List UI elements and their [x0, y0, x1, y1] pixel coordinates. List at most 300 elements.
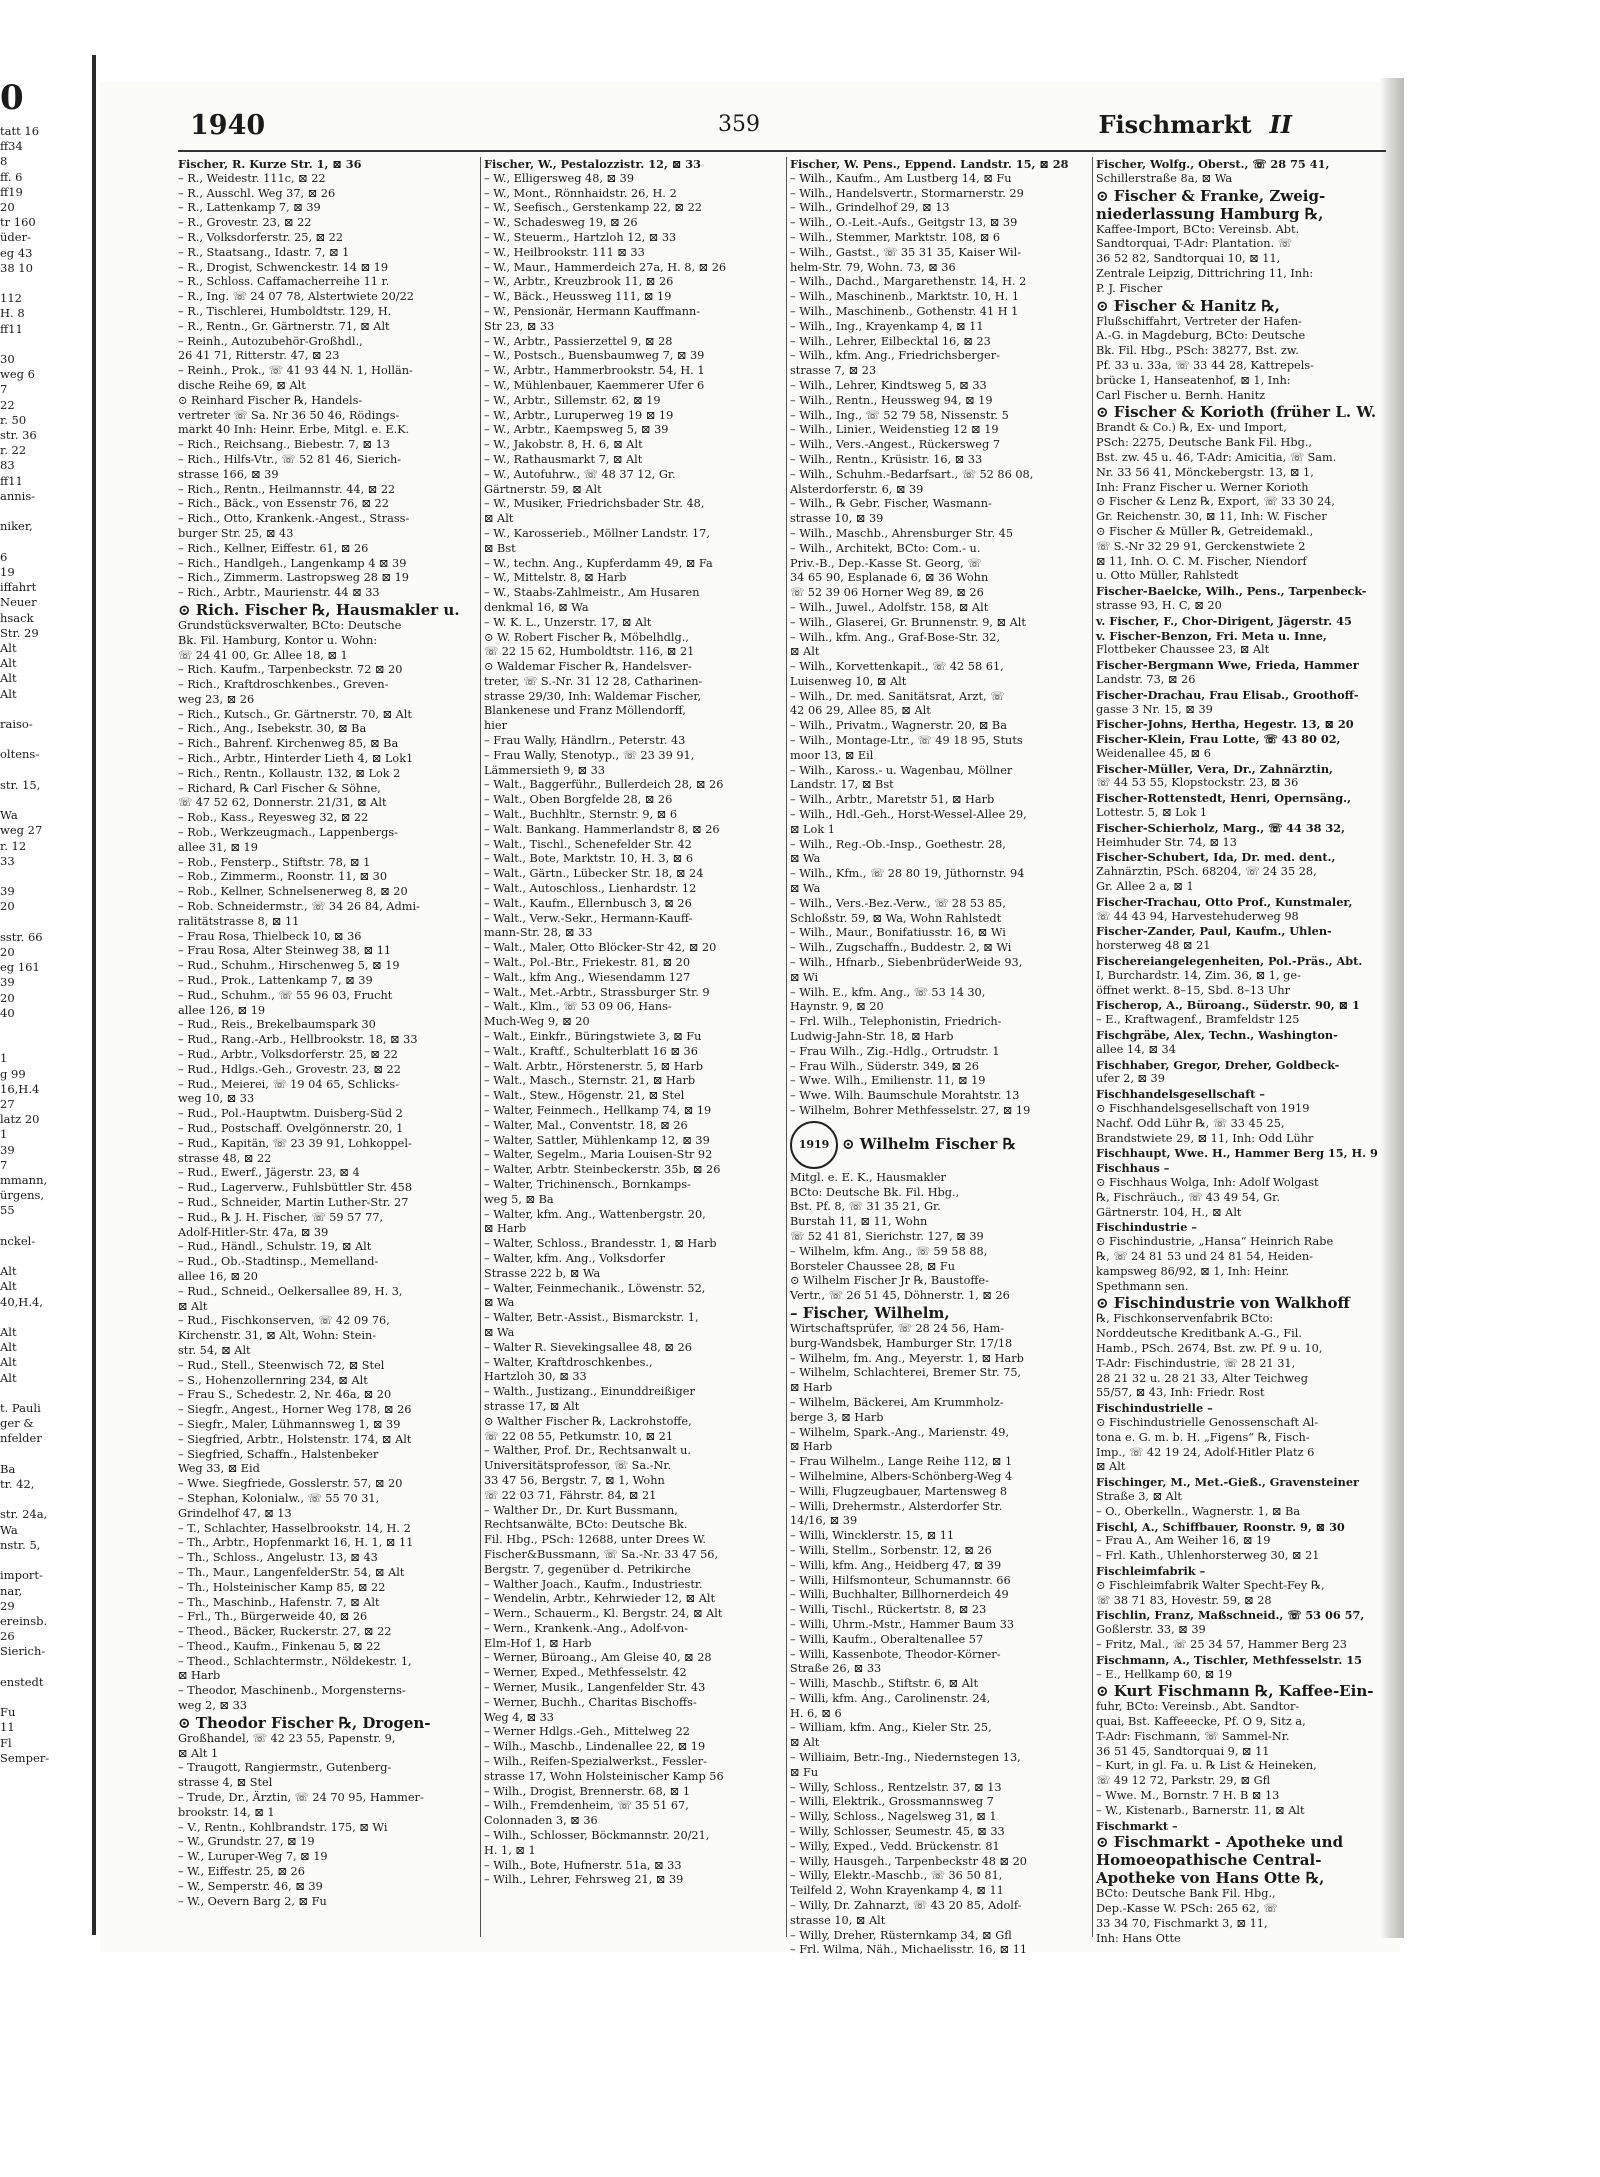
directory-entry-line: – Wilh., Lehrer, Kindtsweg 5, ⊠ 33 [790, 378, 987, 392]
column-divider [786, 157, 787, 1937]
strip-line: 20 [0, 899, 15, 914]
directory-entry-line: ufer 2, ⊠ 39 [1096, 1072, 1165, 1086]
strip-line: 20 [0, 200, 15, 215]
directory-entry-line: – Walt., Stew., Högenstr. 21, ⊠ Stel [484, 1089, 685, 1103]
directory-entry-line: Much-Weg 9, ⊠ 20 [484, 1015, 590, 1029]
directory-entry-line: – S., Hohenzollernring 234, ⊠ Alt [178, 1373, 368, 1387]
strip-line: hsack [0, 610, 34, 625]
directory-entry-line: ⊠ Wa [484, 1325, 515, 1339]
strip-line: 26 [0, 1629, 15, 1644]
strip-line [0, 1310, 95, 1325]
strip-line: Alt [0, 1370, 17, 1385]
directory-entry-line: – Willy, Dreher, Rüsternkamp 34, ⊠ Gfl [790, 1928, 1012, 1942]
strip-line [0, 793, 95, 808]
directory-entry-line: 42 06 29, Allee 85, ⊠ Alt [790, 704, 931, 718]
directory-entry-line: 26 41 71, Ritterstr. 47, ⊠ 23 [178, 349, 340, 363]
directory-entry-line: ☏ S.-Nr 32 29 91, Gerckenstwiete 2 [1096, 539, 1306, 553]
directory-entry-line: Fischer-Drachau, Frau Elisab., Groothoff- [1096, 687, 1359, 702]
directory-entry-line: – Wilh., Handelsvertr., Stormarnerstr. 29 [790, 186, 1024, 200]
directory-entry-line: – Th., Schloss., Angelustr. 13, ⊠ 43 [178, 1551, 378, 1565]
directory-entry-line: Fischhaus – [1096, 1161, 1170, 1176]
directory-entry-line: – R., Grovestr. 23, ⊠ 22 [178, 216, 312, 230]
directory-entry-line: Fischer-Klein, Frau Lotte, ☏ 43 80 02, [1096, 732, 1341, 747]
directory-entry-line: – Wern., Krankenk.-Ang., Adolf-von- [484, 1621, 689, 1635]
directory-entry-line: ℞, Fischräuch., ☏ 43 49 54, Gr. [1096, 1190, 1280, 1204]
strip-line: enstedt [0, 1674, 44, 1689]
directory-entry-line: – Fischer, Wilhelm, [790, 1303, 950, 1322]
directory-entry-line: strasse 29/30, Inh: Waldemar Fischer, [484, 689, 702, 703]
directory-entry-line: Luisenweg 10, ⊠ Alt [790, 674, 907, 688]
directory-entry-line: – W., Postsch., Buensbaumweg 7, ⊠ 39 [484, 349, 705, 363]
strip-line: Fu [0, 1705, 16, 1720]
directory-entry-line: 36 51 45, Sandtorquai 9, ⊠ 11 [1096, 1744, 1270, 1758]
directory-entry-line: – Wilh., Linier., Weidenstieg 12 ⊠ 19 [790, 423, 999, 437]
directory-entry-line: – Walt. Arbtr., Hörstenerstr. 5, ⊠ Harb [484, 1059, 703, 1073]
strip-line: Str. 29 [0, 625, 39, 640]
directory-entry-line: – Walt., Maler, Otto Blöcker-Str 42, ⊠ 20 [484, 941, 717, 955]
directory-entry-line: Fischer-Trachau, Otto Prof., Kunstmaler, [1096, 894, 1353, 909]
directory-entry-line: Spethmann sen. [1096, 1279, 1189, 1293]
directory-entry-line: – Rud., Kapitän, ☏ 23 39 91, Lohkoppel- [178, 1136, 412, 1150]
directory-entry-line: – Rob., Werkzeugmach., Lappenbergs- [178, 826, 398, 840]
strip-line: Alt [0, 656, 17, 671]
directory-entry-line: ⊠ Alt [790, 645, 820, 659]
directory-entry-line: – W., Pensionär, Hermann Kauffmann- [484, 304, 701, 318]
directory-entry-line: ☏ 22 03 71, Fährstr. 84, ⊠ 21 [484, 1488, 657, 1502]
directory-entry-line: ⊠ 11, Inh. O. C. M. Fischer, Niendorf [1096, 554, 1307, 568]
directory-entry-line: – W., Elligersweg 48, ⊠ 39 [484, 171, 635, 185]
directory-entry-line: – Wilh., Gastst., ☏ 35 31 35, Kaiser Wil- [790, 245, 1022, 259]
directory-entry-line: ⊙ Kurt Fischmann ℞, Kaffee-Ein- [1096, 1682, 1374, 1701]
directory-entry-line: tona e. G. m. b. H. „Figens“ ℞, Fisch- [1096, 1430, 1310, 1444]
directory-entry-line: – Frau Rosa, Alter Steinweg 38, ⊠ 11 [178, 944, 392, 958]
directory-entry-line: ☏ 22 08 55, Petkumstr. 10, ⊠ 21 [484, 1429, 674, 1443]
strip-line: ff19 [0, 184, 23, 199]
directory-entry-line: Landstr. 73, ⊠ 26 [1096, 672, 1196, 686]
directory-entry-line: Strasse 222 b, ⊠ Wa [484, 1266, 601, 1280]
directory-entry-line: ☏ 44 53 55, Klopstockstr. 23, ⊠ 36 [1096, 776, 1299, 790]
directory-entry-line: moor 13, ⊠ Eil [790, 748, 874, 762]
directory-entry-line: Fischmarkt – [1096, 1818, 1178, 1833]
directory-entry-line: Straße 3, ⊠ Alt [1096, 1489, 1182, 1503]
strip-line: 7 [0, 382, 8, 397]
directory-entry-line: – Willi, Hilfsmonteur, Schumannstr. 66 [790, 1573, 1011, 1587]
directory-entry-line: – Wendelin, Arbtr., Kehrwieder 12, ⊠ Alt [484, 1592, 716, 1606]
directory-entry-line: – W., Autofuhrw., ☏ 48 37 12, Gr. [484, 467, 676, 481]
directory-entry-line: allee 31, ⊠ 19 [178, 840, 258, 854]
strip-line [0, 1447, 95, 1462]
directory-entry-line: – W., Steuerm., Hartzloh 12, ⊠ 33 [484, 230, 677, 244]
directory-entry-line: brücke 1, Hanseatenhof, ⊠ 1, Inh: [1096, 373, 1291, 387]
directory-entry-line: – R., Ausschl. Weg 37, ⊠ 26 [178, 186, 336, 200]
directory-entry-line: Elm-Hof 1, ⊠ Harb [484, 1636, 592, 1650]
directory-entry-line: – R., Schloss. Caffamacherreihe 11 r. [178, 275, 390, 289]
directory-entry-line: Fischindustrie – [1096, 1220, 1197, 1235]
directory-entry-line: – Willi, Elektrik., Grossmannsweg 7 [790, 1795, 994, 1809]
directory-entry-line: burger Str. 25, ⊠ 43 [178, 526, 294, 540]
directory-entry-line: – Rob., Kass., Reyesweg 32, ⊠ 22 [178, 811, 369, 825]
directory-entry-line: Brandt & Co.) ℞, Ex- und Import, [1096, 421, 1287, 435]
directory-entry-line: ⊙ Wilhelm Fischer Jr ℞, Baustoffe- [790, 1274, 989, 1288]
directory-entry-line: H. 1, ⊠ 1 [484, 1843, 536, 1857]
directory-entry-line: Lottestr. 5, ⊠ Lok 1 [1096, 806, 1208, 820]
directory-entry-line: Fischer-Müller, Vera, Dr., Zahnärztin, [1096, 761, 1333, 776]
strip-line: Alt [0, 1325, 17, 1340]
strip-line: weg 27 [0, 823, 43, 838]
directory-entry-line: – R., Staatsang., Idastr. 7, ⊠ 1 [178, 245, 350, 259]
strip-line: 30 [0, 352, 15, 367]
strip-line: Alt [0, 1340, 17, 1355]
directory-entry-line: – W., Kistenarb., Barnerstr. 11, ⊠ Alt [1096, 1803, 1305, 1817]
directory-entry-line: ⊙ Fischer & Franke, Zweig- [1096, 186, 1326, 205]
strip-line: 11 [0, 1720, 15, 1735]
strip-line: Semper- [0, 1750, 50, 1765]
directory-entry-line: ☏ 49 12 72, Parkstr. 29, ⊠ Gfl [1096, 1774, 1271, 1788]
strip-line: 6 [0, 549, 8, 564]
directory-entry-line: denkmal 16, ⊠ Wa [484, 600, 589, 614]
strip-line [0, 869, 95, 884]
header-section [1099, 110, 1293, 139]
directory-entry-line: dische Reihe 69, ⊠ Alt [178, 378, 306, 392]
strip-line: 20 [0, 990, 15, 1005]
header-year: 1940 [190, 110, 266, 141]
directory-entry-line: 55/57, ⊠ 43, Inh: Friedr. Rost [1096, 1386, 1265, 1400]
directory-entry-line: – Frau Wally, Stenotyp., ☏ 23 39 91, [484, 748, 695, 762]
directory-entry-line: – Rud., Rang.-Arb., Hellbrookstr. 18, ⊠ 33 [178, 1033, 418, 1047]
directory-entry-line: – W., Maur., Hammerdeich 27a, H. 8, ⊠ 26 [484, 260, 727, 274]
strip-line: iffahrt [0, 580, 37, 595]
column-1 [178, 157, 468, 1937]
directory-entry-line: – Wilh., O.-Leit.-Aufs., Geitgstr 13, ⊠ 39 [790, 216, 1018, 230]
directory-entry-line: – Wilh., Fremdenheim, ☏ 35 51 67, [484, 1799, 689, 1813]
directory-entry-line: – Wern., Schauerm., Kl. Bergstr. 24, ⊠ Alt [484, 1607, 723, 1621]
strip-line: oltens- [0, 747, 40, 762]
directory-entry-line: ⊙ Fischer & Hanitz ℞, [1096, 296, 1280, 315]
directory-entry-line: – Walter, Trichinensch., Bornkamps- [484, 1177, 691, 1191]
directory-entry-line: Priv.-B., Dep.-Kasse St. Georg, ☏ [790, 556, 982, 570]
directory-entry-line: ⊠ Wa [790, 852, 821, 866]
strip-line: 1 [0, 1127, 8, 1142]
directory-entry-line: – Frl. Wilma, Näh., Michaelisstr. 16, ⊠ 11 [790, 1943, 1028, 1957]
strip-line: 40,H.4, [0, 1294, 43, 1309]
directory-entry-line: – W., Karosserieb., Möllner Landstr. 17, [484, 526, 710, 540]
strip-line: ff34 [0, 139, 23, 154]
directory-entry-line: ⊙ Fischindustrie, „Hansa“ Heinrich Rabe [1096, 1235, 1334, 1249]
strip-line: ürgens, [0, 1188, 45, 1203]
directory-entry-line: – Rich., Kraftdroschkenbes., Greven- [178, 678, 389, 692]
directory-entry-line: – Walther Joach., Kaufm., Industriestr. [484, 1577, 703, 1591]
directory-entry-line: – W., Rathausmarkt 7, ⊠ Alt [484, 452, 643, 466]
directory-entry-line: – Walt., Kaufm., Ellernbusch 3, ⊠ 26 [484, 896, 692, 910]
directory-entry-line: Goßlerstr. 33, ⊠ 39 [1096, 1623, 1206, 1637]
directory-entry-line: 14/16, ⊠ 39 [790, 1514, 858, 1528]
directory-entry-line: – Willi, Stellm., Sorbenstr. 12, ⊠ 26 [790, 1543, 992, 1557]
directory-entry-line: Grundstücksverwalter, BCto: Deutsche [178, 618, 402, 632]
directory-entry-line: – Walth., Justizang., Einunddreißiger [484, 1385, 695, 1399]
directory-entry-line: – Siegfried, Schaffn., Halstenbeker [178, 1447, 379, 1461]
strip-line: 55 [0, 1203, 15, 1218]
directory-entry-line: ⊙ W. Robert Fischer ℞, Möbelhdlg., [484, 630, 689, 644]
directory-entry-line: – W., Mont., Rönnhaidstr. 26, H. 2 [484, 186, 677, 200]
directory-entry-line: – Siegfr., Angest., Horner Weg 178, ⊠ 26 [178, 1403, 412, 1417]
directory-entry-line: – Rud., Pol.-Hauptwtm. Duisberg-Süd 2 [178, 1107, 403, 1121]
directory-entry-line: – Rud., Stell., Steenwisch 72, ⊠ Stel [178, 1358, 385, 1372]
header-section-title: Fischmarkt [1098, 110, 1252, 139]
directory-entry-line: – Wilh., Korvettenkapit., ☏ 42 58 61, [790, 660, 1004, 674]
directory-entry-line: weg 5, ⊠ Ba [484, 1192, 554, 1206]
strip-line: raiso- [0, 716, 33, 731]
directory-entry-line: ⊠ Wa [790, 882, 821, 896]
directory-entry-line: ⊙ Fischhaus Wolga, Inh: Adolf Wolgast [1096, 1176, 1319, 1189]
directory-entry-line: – Rud., Schuhm., Hirschenweg 5, ⊠ 19 [178, 959, 400, 973]
directory-entry-line: Str 23, ⊠ 33 [484, 319, 555, 333]
directory-entry-line: – Willi, kfm. Ang., Heidberg 47, ⊠ 39 [790, 1558, 1002, 1572]
previous-page-header-fragment: 0 [0, 78, 24, 118]
directory-entry-line: – W., Luruper-Weg 7, ⊠ 19 [178, 1850, 328, 1864]
directory-entry-line: Fischindustrielle – [1096, 1401, 1213, 1416]
strip-line: niker, [0, 519, 33, 534]
directory-entry-line: Fischer, R. Kurze Str. 1, ⊠ 36 [178, 157, 362, 171]
strip-line: Wa [0, 1522, 18, 1537]
directory-entry-line: – Willi, Maschb., Stiftstr. 6, ⊠ Alt [790, 1677, 979, 1691]
directory-entry-line: – Reinh., Autozubehör-Großhdl., [178, 334, 363, 348]
strip-line: latz 20 [0, 1112, 40, 1127]
directory-entry-line: – R., Lattenkamp 7, ⊠ 39 [178, 201, 321, 215]
directory-entry-line: Pf. 33 u. 33a, ☏ 33 44 28, Kattrepels- [1096, 358, 1314, 372]
directory-entry-line: – Reinh., Prok., ☏ 41 93 44 N. 1, Hollän- [178, 364, 413, 378]
directory-entry-line: – W., Eiffestr. 25, ⊠ 26 [178, 1865, 305, 1879]
directory-entry-line: – Rich., Reichsang., Biebestr. 7, ⊠ 13 [178, 438, 390, 452]
directory-entry-line: burg-Wandsbek, Hamburger Str. 17/18 [790, 1336, 1013, 1350]
directory-entry-line: ℞, Fischkonservenfabrik BCto: [1096, 1312, 1274, 1326]
directory-entry-line: – Werner, Exped., Methfesselstr. 42 [484, 1666, 687, 1680]
directory-entry-line: ⊙ Reinhard Fischer ℞, Handels- [178, 393, 363, 407]
directory-entry-line: – Fritz, Mal., ☏ 25 34 57, Hammer Berg 23 [1096, 1637, 1347, 1651]
strip-line: import- [0, 1568, 43, 1583]
directory-entry-line: Flußschiffahrt, Vertreter der Hafen- [1096, 314, 1302, 328]
previous-page-strip [0, 50, 95, 1950]
directory-entry-line: Fischmann, A., Tischler, Methfesselstr. 15 [1096, 1652, 1362, 1667]
directory-entry-line: Haynstr. 9, ⊠ 20 [790, 1000, 884, 1014]
directory-entry-line: öffnet werkt. 8–15, Sbd. 8–13 Uhr [1096, 983, 1291, 997]
directory-entry-line: – Rich., Arbtr., Maurienstr. 44 ⊠ 33 [178, 586, 380, 600]
directory-entry-line: – Rud., Ob.-Stadtinsp., Memelland- [178, 1255, 379, 1269]
directory-entry-line: – Rob. Schneidermstr., ☏ 34 26 84, Admi- [178, 900, 420, 914]
directory-entry-line: – Rud., Prok., Lattenkamp 7, ⊠ 39 [178, 974, 373, 988]
directory-entry-line: – Walt., Autoschloss., Lienhardstr. 12 [484, 882, 697, 896]
directory-entry-line: – Th., Maur., LangenfelderStr. 54, ⊠ Alt [178, 1565, 405, 1579]
directory-entry-line: Fischer, Wolfg., Oberst., ☏ 28 75 41, [1096, 157, 1330, 171]
directory-entry-line: ⊙ Theodor Fischer ℞, Drogen- [178, 1713, 431, 1732]
directory-entry-line: Fischleimfabrik – [1096, 1563, 1206, 1578]
directory-entry-line: – Theod., Bäcker, Ruckerstr. 27, ⊠ 22 [178, 1625, 392, 1639]
strip-line: 112 [0, 291, 22, 306]
directory-entry-line: – Werner, Musik., Langenfelder Str. 43 [484, 1681, 706, 1695]
directory-entry-line: – E., Kraftwagenf., Bramfeldstr 125 [1096, 1013, 1300, 1027]
directory-entry-line: quai, Bst. Kaffeeecke, Pf. O 9, Sitz a, [1096, 1715, 1306, 1729]
strip-line: Ba [0, 1461, 16, 1476]
strip-line: str. 24a, [0, 1507, 48, 1522]
strip-line [0, 337, 95, 352]
header-rule [178, 150, 1386, 152]
directory-entry-line: – Rich., Bahrenf. Kirchenweg 85, ⊠ Ba [178, 737, 399, 751]
directory-entry-line: – Werner Hdlgs.-Geh., Mittelweg 22 [484, 1725, 690, 1739]
directory-entry-line: – W., Arbtr., Passierzettel 9, ⊠ 28 [484, 334, 673, 348]
directory-entry-line: – Walter, Feinmech., Hellkamp 74, ⊠ 19 [484, 1104, 712, 1117]
directory-entry-line: Fischer-Johns, Hertha, Hegestr. 13, ⊠ 20 [1096, 717, 1354, 732]
directory-entry-line: – Walt., Klm., ☏ 53 09 06, Hans- [484, 1000, 672, 1014]
directory-entry-line: – Wilh., Reg.-Ob.-Insp., Goethestr. 28, [790, 837, 1006, 851]
directory-entry-line: – Rud., Schuhm., ☏ 55 96 03, Frucht [178, 988, 393, 1002]
strip-line: 22 [0, 397, 15, 412]
directory-entry-line: ⊙ Walther Fischer ℞, Lackrohstoffe, [484, 1414, 692, 1428]
directory-entry-line: Teilfeld 2, Wohn Krayenkamp 4, ⊠ 11 [790, 1884, 1004, 1898]
directory-entry-line: Homoeopathische Central- [1096, 1851, 1322, 1870]
directory-entry-line: – R., Weidestr. 111c, ⊠ 22 [178, 171, 326, 185]
directory-entry-line: – Th., Arbtr., Hopfenmarkt 16, H. 1, ⊠ 11 [178, 1536, 414, 1550]
directory-entry-line: – Wwe. Siegfriede, Gosslerstr. 57, ⊠ 20 [178, 1477, 403, 1491]
directory-entry-line: ⊙ Waldemar Fischer ℞, Handelsver- [484, 660, 692, 674]
directory-entry-line: Ludwig-Jahn-Str. 18, ⊠ Harb [790, 1030, 954, 1044]
directory-entry-line: – Frl. Kath., Uhlenhorsterweg 30, ⊠ 21 [1096, 1549, 1320, 1563]
strip-line: g 99 [0, 1066, 26, 1081]
directory-entry-line: – R., Drogist, Schwenckestr. 14 ⊠ 19 [178, 260, 389, 274]
strip-line: 39 [0, 975, 15, 990]
directory-entry-line: – W., Heilbrookstr. 111 ⊠ 33 [484, 245, 645, 259]
directory-entry-line: – Walter, kfm. Ang., Volksdorfer [484, 1251, 666, 1265]
directory-entry-line: – W., Arbtr., Kreuzbrook 11, ⊠ 26 [484, 275, 674, 289]
directory-entry-line: Weidenallee 45, ⊠ 6 [1096, 746, 1211, 760]
directory-entry-line: – Frau Wilh., Süderstr. 349, ⊠ 26 [790, 1059, 979, 1073]
directory-entry-line: – Willi, Drehermstr., Alsterdorfer Str. [790, 1499, 1003, 1513]
directory-entry-line: – Frau Wilhelm., Lange Reihe 112, ⊠ 1 [790, 1455, 1013, 1469]
directory-entry-line: allee 14, ⊠ 34 [1096, 1042, 1176, 1056]
directory-entry-line: – Walt., Kraftf., Schulterblatt 16 ⊠ 36 [484, 1044, 698, 1058]
directory-entry-line: ⊙ Rich. Fischer ℞, Hausmakler u. [178, 600, 460, 619]
directory-entry-line: – Wwe. Wilh., Emilienstr. 11, ⊠ 19 [790, 1074, 986, 1088]
directory-entry-line: str. 54, ⊠ Alt [178, 1343, 251, 1357]
directory-entry-line: – Rich., Kellner, Eiffestr. 61, ⊠ 26 [178, 541, 369, 555]
directory-entry-line: strasse 93, H. C, ⊠ 20 [1096, 598, 1222, 612]
strip-line: 16,H.4 [0, 1081, 40, 1096]
directory-entry-line: brookstr. 14, ⊠ 1 [178, 1805, 275, 1819]
directory-entry-line: Alsterdorferstr. 6, ⊠ 39 [790, 482, 924, 496]
directory-entry-line: – Wwe. Wilh. Baumschule Morahtstr. 13 [790, 1089, 1020, 1103]
strip-line: r. 22 [0, 443, 27, 458]
directory-entry-line: – Willy, Exped., Vedd. Brückenstr. 81 [790, 1839, 1000, 1853]
directory-entry-line: – Walter, Segelm., Maria Louisen-Str 92 [484, 1148, 713, 1162]
directory-entry-line: – W., Seefisch., Gerstenkamp 22, ⊠ 22 [484, 201, 702, 215]
directory-entry-line: ⊙ Fischleimfabrik Walter Specht-Fey ℞, [1096, 1578, 1325, 1592]
directory-entry-line: v. Fischer, F., Chor-Dirigent, Jägerstr. 45 [1096, 613, 1352, 628]
directory-entry-line: – Willi, Wincklerstr. 15, ⊠ 11 [790, 1529, 955, 1543]
directory-entry-line: – Wilh., Juwel., Adolfstr. 158, ⊠ Alt [790, 600, 989, 614]
strip-line: 7 [0, 1157, 8, 1172]
directory-entry-line: – Frau A., Am Weiher 16, ⊠ 19 [1096, 1534, 1271, 1548]
directory-entry-line: Hamb., PSch. 2674, Bst. zw. Pf. 9 u. 10, [1096, 1341, 1323, 1355]
strip-line [0, 534, 95, 549]
strip-line: Wa [0, 808, 18, 823]
directory-entry-line: Inh: Hans Otte [1096, 1931, 1181, 1945]
strip-line [0, 1690, 95, 1705]
strip-line [0, 1492, 95, 1507]
directory-entry-line: Lämmersieth 9, ⊠ 33 [484, 763, 606, 777]
directory-entry-line: ☏ 38 71 83, Hovestr. 59, ⊠ 28 [1096, 1593, 1272, 1607]
directory-entry-line: – Wilh., Glaserei, Gr. Brunnenstr. 9, ⊠ Alt [790, 615, 1026, 629]
directory-entry-line: 28 21 32 u. 28 21 33, Alter Teichweg [1096, 1371, 1308, 1385]
directory-entry-line: – Walt. Bankang. Hammerlandstr 8, ⊠ 26 [484, 822, 720, 836]
strip-line: sstr. 66 [0, 929, 43, 944]
directory-entry-line: – Wilh., Maschb., Lindenallee 22, ⊠ 19 [484, 1740, 706, 1754]
directory-entry-line: – Walther, Prof. Dr., Rechtsanwalt u. [484, 1444, 691, 1458]
directory-entry-line: Fischhaber, Gregor, Dreher, Goldbeck- [1096, 1057, 1340, 1072]
directory-entry-line: Fil. Hbg., PSch: 12688, unter Drees W. [484, 1533, 707, 1547]
strip-line: ereinsb. [0, 1613, 48, 1628]
directory-entry-line: – Wilh., Vers.-Bez.-Verw., ☏ 28 53 85, [790, 896, 1006, 910]
directory-entry-line: – Wilh., Bote, Hufnerstr. 51a, ⊠ 33 [484, 1858, 682, 1872]
directory-entry-line: – W., Semperstr. 46, ⊠ 39 [178, 1879, 323, 1893]
directory-entry-line: ⊠ Fu [790, 1765, 819, 1779]
directory-entry-line: – Wilh., Kaross.- u. Wagenbau, Möllner [790, 763, 1013, 777]
directory-entry-line: – V., Rentn., Kohlbrandstr. 175, ⊠ Wi [178, 1820, 388, 1834]
directory-entry-line: ⊠ Wa [484, 1296, 515, 1310]
directory-entry-line: – W., Grundstr. 27, ⊠ 19 [178, 1835, 315, 1849]
directory-entry-line: – Siegfr., Maler, Lühmannsweg 1, ⊠ 39 [178, 1417, 401, 1431]
directory-entry-line: – W., Schadesweg 19, ⊠ 26 [484, 216, 638, 230]
directory-entry-line: H. 6, ⊠ 6 [790, 1706, 842, 1720]
directory-entry-line: Fischer-Schierholz, Marg., ☏ 44 38 32, [1096, 820, 1346, 835]
directory-entry-line: ☏ 22 15 62, Humboldtstr. 116, ⊠ 21 [484, 645, 695, 659]
directory-entry-line: – Walter, Kraftdroschkenbes., [484, 1355, 653, 1369]
directory-entry-line: – Traugott, Rangiermstr., Gutenberg- [178, 1761, 392, 1775]
directory-entry-line: allee 126, ⊠ 19 [178, 1003, 266, 1017]
directory-entry-line: Sandtorquai, T-Adr: Plantation. ☏ [1096, 237, 1292, 251]
strip-line: 20 [0, 944, 15, 959]
strip-line: Alt [0, 686, 17, 701]
directory-entry-line: ⊠ Harb [790, 1381, 833, 1395]
strip-line: weg 6 [0, 367, 35, 382]
directory-entry-line: – Rich., Kutsch., Gr. Gärtnerstr. 70, ⊠ Alt [178, 707, 412, 721]
directory-entry-line: weg 23, ⊠ 26 [178, 692, 255, 706]
directory-entry-line: – Walter, Schloss., Brandesstr. 1, ⊠ Harb [484, 1237, 717, 1251]
directory-entry-line: Mitgl. e. E. K., Hausmakler [790, 1170, 946, 1184]
column-4 [1096, 157, 1386, 1945]
directory-entry-line: – Wilh., Kaufm., Am Lustberg 14, ⊠ Fu [790, 171, 1012, 185]
directory-entry-line: – Theodor, Maschinenb., Morgensterns- [178, 1684, 406, 1698]
directory-entry-line: Bk. Fil. Hbg., PSch: 38277, Bst. zw. [1096, 344, 1299, 358]
directory-entry-line: – Wilh., Lehrer, Eilbecktal 16, ⊠ 23 [790, 334, 991, 348]
directory-entry-line: – Wilh., Maschinenb., Gothenstr. 41 H 1 [790, 304, 1019, 318]
header-page-number: 359 [718, 112, 760, 137]
directory-entry-line: – W., Musiker, Friedrichsbader Str. 48, [484, 497, 705, 511]
directory-entry-line: strasse 48, ⊠ 22 [178, 1151, 272, 1165]
directory-entry-line: Nachf. Odd Lühr ℞, ☏ 33 45 25, [1096, 1116, 1285, 1130]
directory-entry-line: – Rich., Zimmerm. Lastropsweg 28 ⊠ 19 [178, 571, 409, 585]
directory-entry-line: ⊠ Harb [178, 1669, 221, 1683]
directory-entry-line: strasse 10, ⊠ 39 [790, 512, 884, 526]
directory-entry-line: – Trude, Dr., Ärztin, ☏ 24 70 95, Hammer- [178, 1791, 424, 1805]
directory-entry-line: – Siegfried, Arbtr., Holstenstr. 174, ⊠ Alt [178, 1432, 412, 1446]
page-header [130, 110, 1300, 146]
strip-line: 83 [0, 458, 15, 473]
directory-entry-line: – Wilh., Lehrer, Fehrsweg 21, ⊠ 39 [484, 1873, 684, 1887]
directory-entry-line: – Walt., Tischl., Schenefelder Str. 42 [484, 837, 692, 851]
directory-entry-line: – Th., Holsteinischer Kamp 85, ⊠ 22 [178, 1580, 386, 1594]
directory-entry-line: Dep.-Kasse W. PSch: 265 62, ☏ [1096, 1902, 1278, 1916]
directory-entry-line: Straße 26, ⊠ 33 [790, 1662, 882, 1676]
directory-entry-line: – William, kfm. Ang., Kieler Str. 25, [790, 1721, 992, 1735]
directory-entry-line: strasse 166, ⊠ 39 [178, 467, 279, 481]
